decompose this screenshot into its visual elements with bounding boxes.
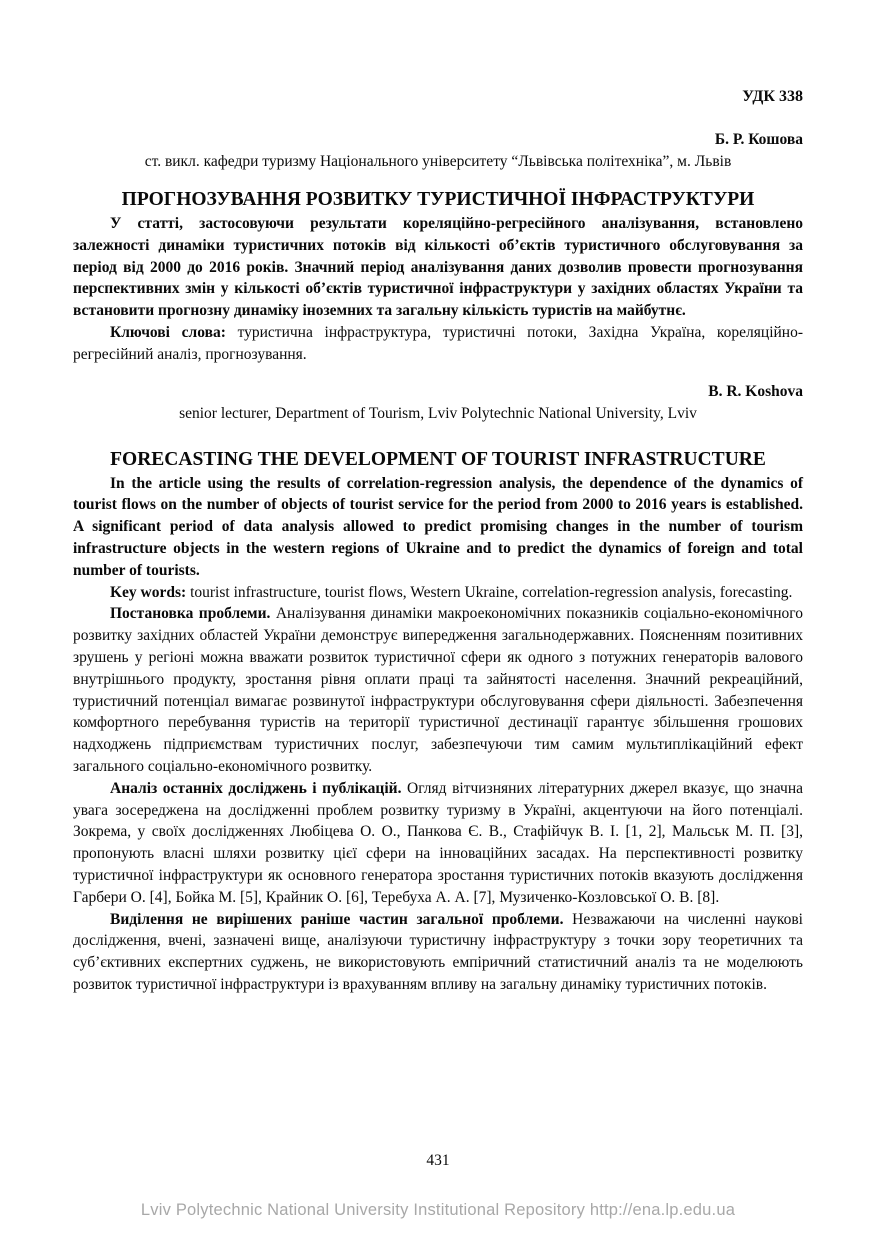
keywords-label-en: Key words: — [110, 583, 187, 601]
keywords-text-ua: туристична інфраструктура, туристичні потоки, Західна Україна, кореляційно-регресійний аналіз, прогнозування. — [73, 323, 803, 363]
keywords-ua — [73, 322, 803, 366]
section-paragraph-problem — [73, 603, 803, 777]
keywords-label-ua: Ключові слова: — [110, 323, 226, 341]
article-title-en: FORECASTING THE DEVELOPMENT OF TOURIST INFRASTRUCTURE — [110, 448, 766, 470]
section-lead-problem: Постановка проблеми. — [110, 605, 271, 623]
affiliation-ua: ст. викл. кафедри туризму Національного університету “Львівська політехніка”, м. Львів — [144, 153, 732, 170]
keywords-text-en: tourist infrastructure, tourist flows, Western Ukraine, correlation-regression analysis, forecasting. — [190, 583, 793, 601]
repository-footer: Lviv Polytechnic National University Institutional Repository http://ena.lp.edu.ua — [140, 1201, 736, 1219]
section-text-analysis: Огляд вітчизняних літературних джерел вказує, що значна увага зосереджена на дослідженні проблем розвитку туризму в Україні, акцентуючи на його потенціалі. Зокрема, у своїх дослідженнях Любіцева О. О., Панкова Є. В., Стафійчук В. І. [1, 2], Мальськ М. П. [3], пропонують власні шляхи розвитку цієї сфери на інноваційних засадах. На перспективності розвитку туристичної інфраструктури як основного генератора зростання туристичних потоків вказують дослідження Гарбери О. [4], Бойка М. [5], Крайник О. [6], Теребуха А. А. [7], Музиченко-Козловської О. В. [8]. — [73, 779, 804, 906]
author-ua: Б. Р. Кошова — [714, 131, 803, 148]
udc-code: УДК 338 — [742, 88, 803, 105]
section-lead-analysis: Аналіз останніх досліджень і публікацій. — [110, 779, 402, 797]
article-title-ua: ПРОГНОЗУВАННЯ РОЗВИТКУ ТУРИСТИЧНОЇ ІНФРАСТРУКТУРИ — [121, 189, 755, 210]
section-paragraph-analysis — [73, 778, 803, 909]
section-paragraph-unsolved — [73, 909, 803, 996]
keywords-en — [73, 582, 803, 604]
abstract-ua: У статті, застосовуючи результати кореляційно-регресійного аналізування, встановлено залежності динаміки туристичних потоків від кількості об’єктів туристичного обслуговування за період від 2000 до 2016 років. Значний період аналізування даних дозволив провести прогнозування перспективних змін у кількості об’єктів туристичної інфраструктури у західних областях України та встановити прогнозну динаміку іноземних та загальну кількість туристів на майбутнє. — [73, 215, 803, 320]
section-lead-unsolved: Виділення не вирішених раніше частин загальної проблеми. — [110, 910, 564, 928]
page-number: 431 — [426, 1152, 450, 1169]
affiliation-en: senior lecturer, Department of Tourism, Lviv Polytechnic National University, Lviv — [179, 404, 697, 422]
section-text-problem: Аналізування динаміки макроекономічних показників соціально-економічного розвитку західних областей України демонструє випередження загальнодержавних. Поясненням позитивних зрушень у регіоні можна вважати розвиток туристичної сфери як одного з потужних генераторів валового внутрішнього продукту, зростання рівня оплати праці та зайнятості населення. Значний рекреаційний, туристичний потенціал вимагає розвинутої інфраструктури обслуговування сфери діяльності. Забезпечення комфортного перебування туристів на території туристичної дестинації гарантує збільшення грошових надходжень підприємствам туристичних послуг, забезпечуючи тим самим мультиплікаційний ефект загального соціально-економічного розвитку. — [73, 605, 803, 775]
author-en: B. R. Koshova — [708, 382, 803, 400]
abstract-en: In the article using the results of correlation-regression analysis, the dependence of the dynamics of tourist flows on the number of objects of tourist service for the period from 2000 to 2016 years is established. A significant period of data analysis allowed to predict promising changes in the number of tourism infrastructure objects in the western regions of Ukraine and to predict the dynamics of foreign and total number of tourists. — [73, 474, 803, 579]
section-text-unsolved: Незважаючи на численні наукові дослідження, вчені, зазначені вище, аналізуючи туристичну інфраструктуру з точки зору теоретичних та суб’єктивних експертних суджень, не використовують емпіричний статистичний аналіз та не моделюють розвиток туристичної інфраструктури із врахуванням впливу на загальну динаміку туристичних потоків. — [73, 910, 803, 993]
